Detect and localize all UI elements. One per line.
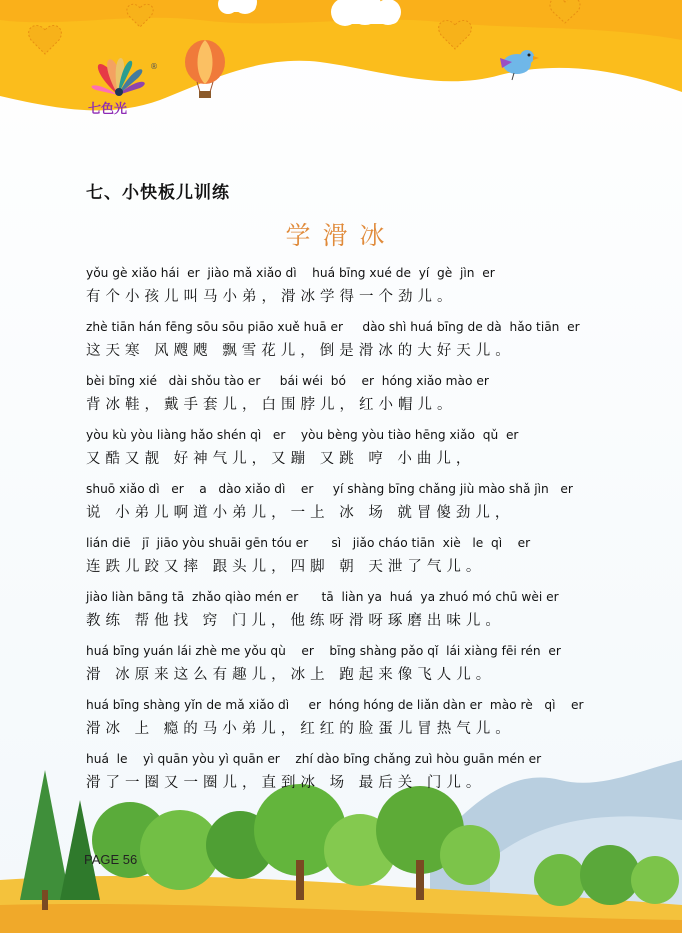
section-title: 七、小快板儿训练	[86, 183, 230, 203]
hanzi-text: 这天寒 风飕飕 飘雪花儿，倒是滑冰的大好天儿。	[86, 343, 515, 359]
logo-text: 七色光	[88, 102, 128, 117]
cloud-2	[218, 0, 257, 14]
pinyin-text: shuō xiǎo dì er a dào xiǎo dì er yí shàng bīng chǎng jiù mào shǎ jìn er	[86, 482, 573, 496]
poem-line	[86, 428, 646, 482]
hanzi-text: 教练 帮他找 窍 门儿，他练呀滑呀琢磨出味儿。	[86, 613, 505, 629]
pinyin-text: huá bīng yuán lái zhè me yǒu qù er bīng shàng pǎo qǐ lái xiàng fēi rén er	[86, 644, 561, 658]
pinyin-text: bèi bīng xié dài shǒu tào er bái wéi bó er hóng xiǎo mào er	[86, 374, 489, 388]
poem-line	[86, 266, 646, 320]
poem-line	[86, 590, 646, 644]
hanzi-text: 滑 冰原来这么有趣儿，冰上 跑起来像飞人儿。	[86, 667, 496, 683]
registered-mark: ®	[150, 62, 158, 71]
hanzi-text: 滑了一圈又一圈儿，直到冰 场 最后关 门儿。	[86, 775, 486, 791]
hanzi-text: 说 小弟儿啊道小弟儿，一上 冰 场 就冒傻劲儿，	[86, 505, 515, 521]
pinyin-text: huá le yì quān yòu yì quān er zhí dào bīng chǎng zuì hòu guān mén er	[86, 752, 542, 766]
poem-line	[86, 482, 646, 536]
pinyin-text: yòu kù yòu liàng hǎo shén qì er yòu bèng yòu tiào hēng xiǎo qǔ er	[86, 428, 519, 442]
poem-line	[86, 374, 646, 428]
hanzi-text: 滑冰 上 瘾的马小弟儿，红红的脸蛋儿冒热气儿。	[86, 721, 515, 737]
page-number: PAGE 56	[84, 852, 138, 867]
pinyin-text: lián diē jī jiāo yòu shuāi gēn tóu er sì jiǎo cháo tiān xiè le qì er	[86, 536, 531, 550]
hanzi-text: 有个小孩儿叫马小弟，滑冰学得一个劲儿。	[86, 289, 457, 305]
poem-line	[86, 644, 646, 698]
pinyin-text: yǒu gè xiǎo hái er jiào mǎ xiǎo dì huá bīng xué de yí gè jìn er	[86, 266, 495, 280]
pinyin-text: huá bīng shàng yǐn de mǎ xiǎo dì er hóng hóng de liǎn dàn er mào rè qì er	[86, 698, 584, 712]
hanzi-text: 背冰鞋，戴手套儿，白围脖儿，红小帽儿。	[86, 397, 457, 413]
poem-lines	[86, 266, 646, 806]
hanzi-text: 又酷又靓 好神气儿，又蹦 又跳 哼 小曲儿，	[86, 451, 476, 467]
poem-line	[86, 536, 646, 590]
hanzi-text: 连跌儿跤又摔 跟头儿，四脚 朝 天泄了气儿。	[86, 559, 486, 575]
cloud-1	[331, 0, 401, 26]
poem-line	[86, 698, 646, 752]
poem-title: 学滑冰	[285, 221, 397, 250]
pinyin-text: jiào liàn bāng tā zhǎo qiào mén er tā liàn ya huá ya zhuó mó chū wèi er	[86, 590, 559, 604]
poem-line	[86, 752, 646, 806]
poem-line	[86, 320, 646, 374]
pinyin-text: zhè tiān hán fēng sōu sōu piāo xuě huā er dào shì huá bīng de dà hǎo tiān er	[86, 320, 580, 334]
